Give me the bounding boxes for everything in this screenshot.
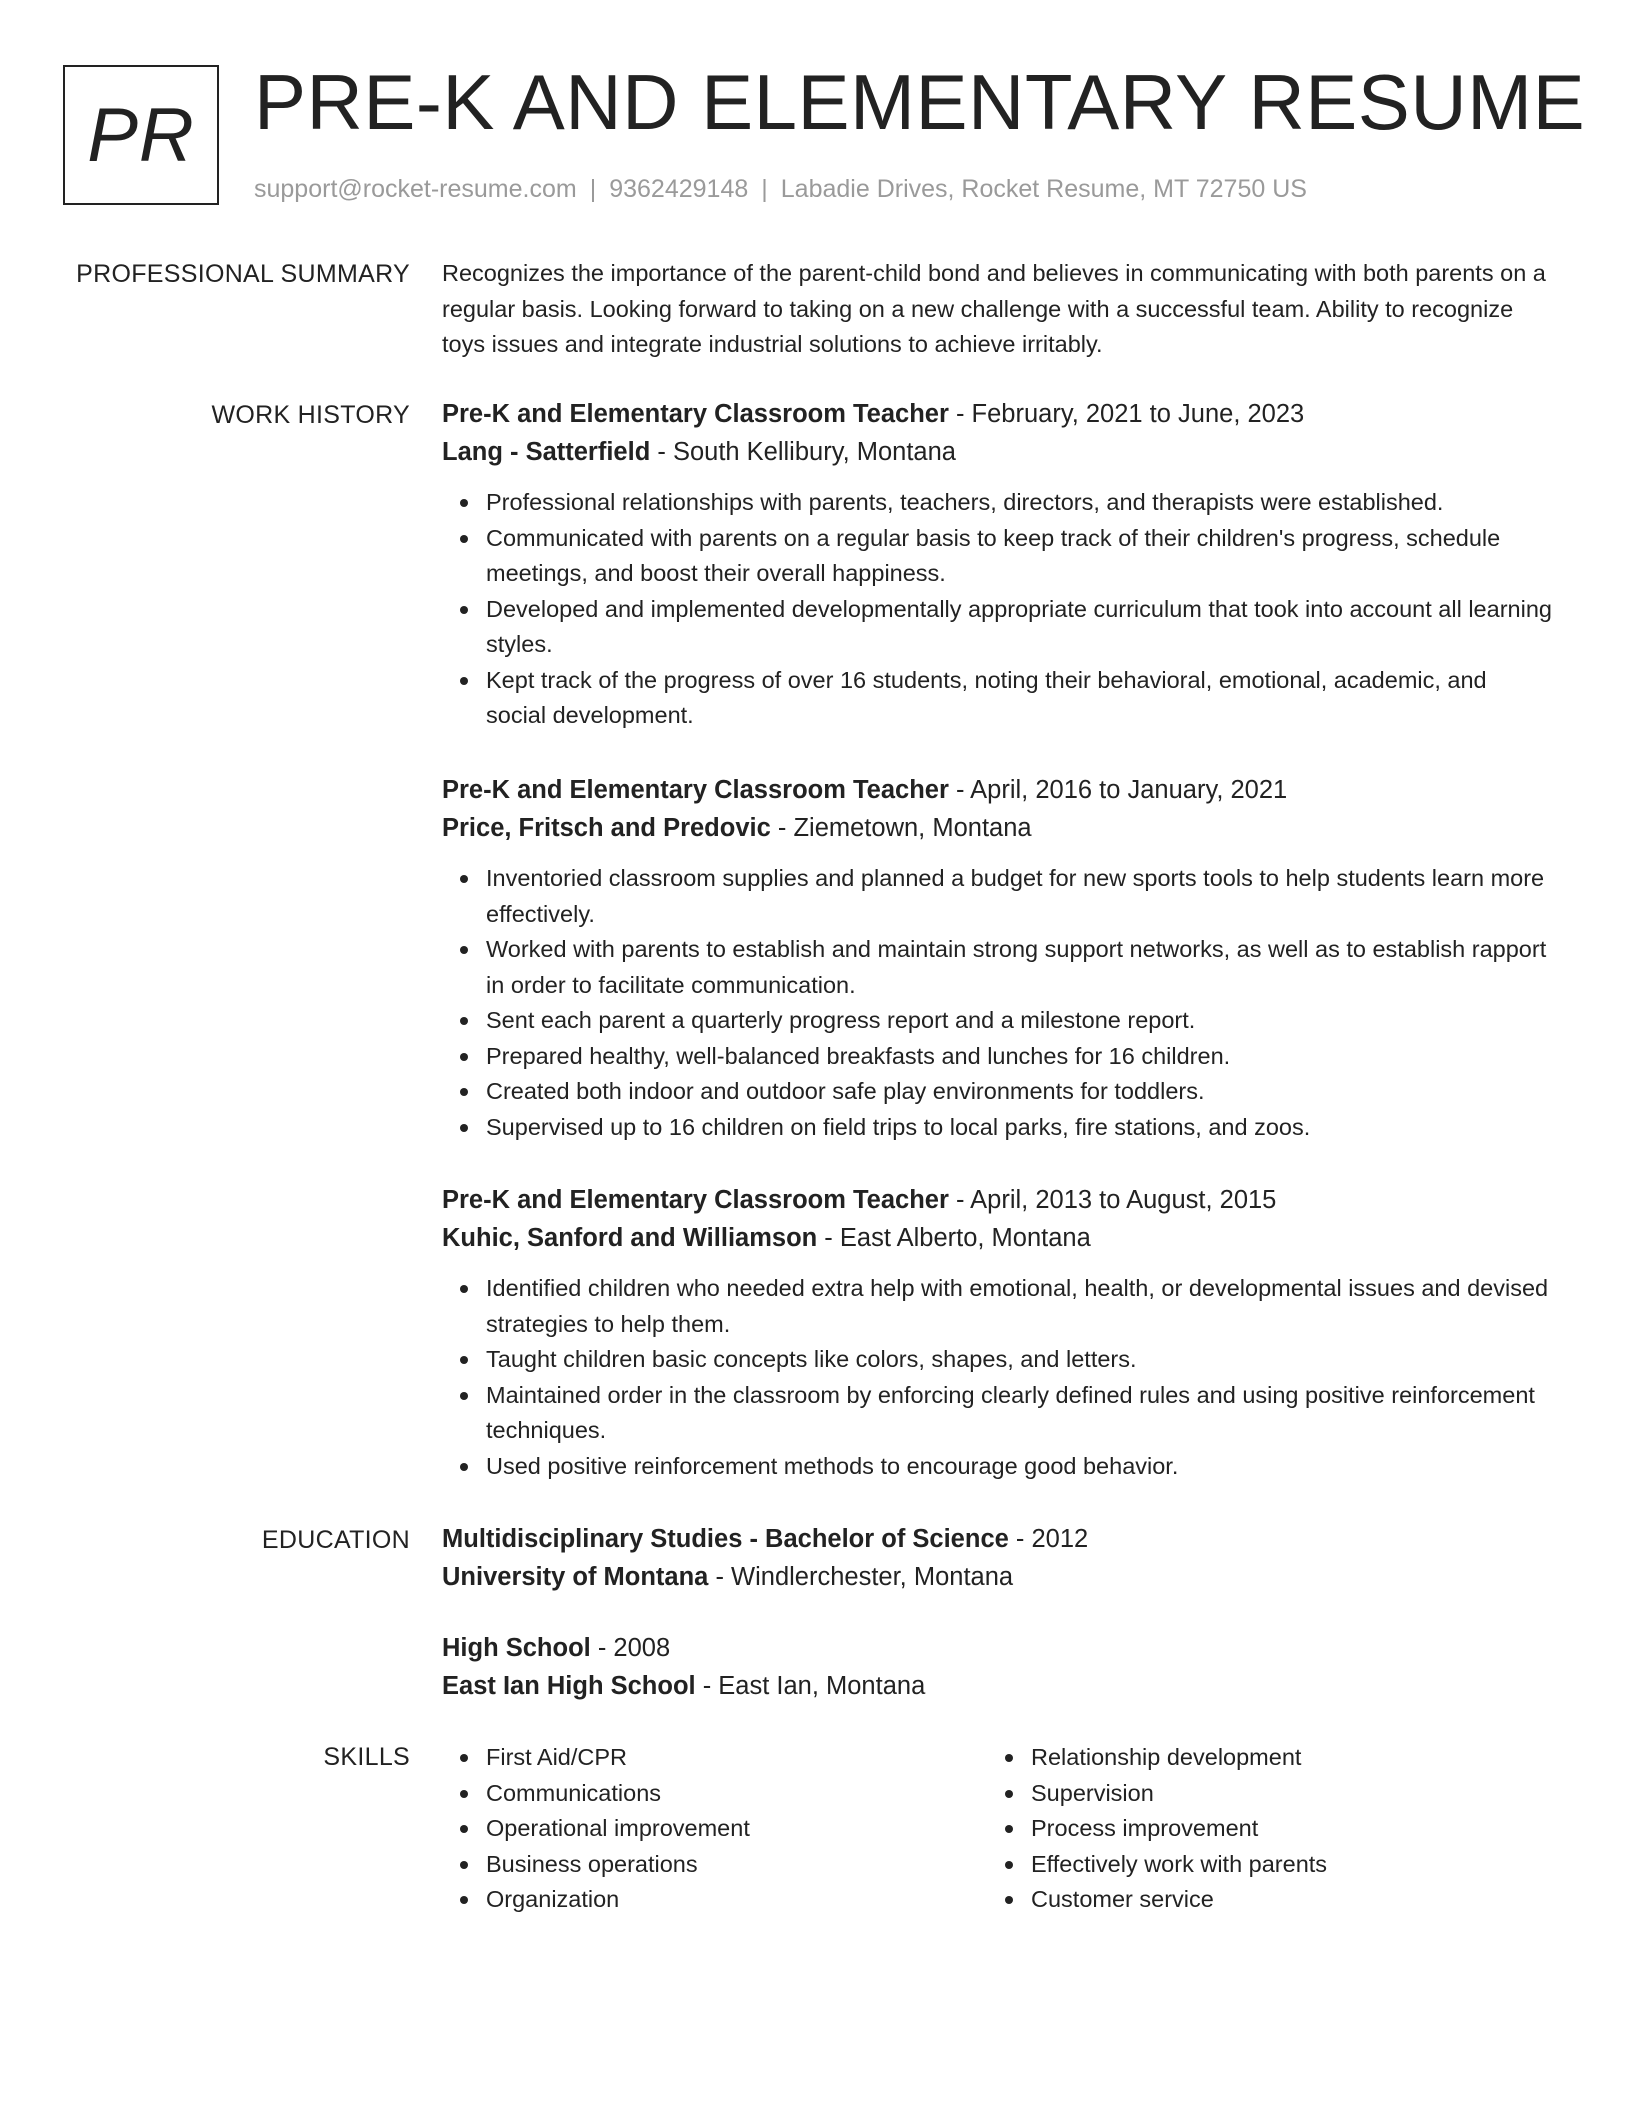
skill-item: Relationship development <box>1031 1740 1487 1776</box>
section-label-skills: SKILLS <box>323 1743 410 1771</box>
education-school: University of Montana <box>442 1563 709 1591</box>
skills-list <box>987 1740 1487 1918</box>
job-company: Price, Fritsch and Predovic <box>442 814 771 842</box>
job-bullet: Communicated with parents on a regular basis to keep track of their children's progress, schedule meetings, and boost their overall happiness. <box>486 521 1552 592</box>
job-bullet-list <box>442 861 1552 1145</box>
skill-item: Business operations <box>486 1847 942 1883</box>
contact-email: support@rocket-resume.com <box>254 175 577 203</box>
job-bullet: Kept track of the progress of over 16 students, noting their behavioral, emotional, academic, and social development. <box>486 663 1552 734</box>
contact-phone: 9362429148 <box>609 175 749 203</box>
job-title-line <box>442 771 1552 809</box>
education-school: East Ian High School <box>442 1672 696 1700</box>
job-entry <box>442 771 1552 1145</box>
job-company: Kuhic, Sanford and Williamson <box>442 1224 818 1252</box>
job-title-line <box>442 395 1552 433</box>
job-bullet: Taught children basic concepts like colors, shapes, and letters. <box>486 1342 1552 1378</box>
job-bullet: Worked with parents to establish and maintain strong support networks, as well as to establish rapport in order to facilitate communication. <box>486 932 1552 1003</box>
skill-item: Process improvement <box>1031 1811 1487 1847</box>
skill-item: Communications <box>486 1776 942 1812</box>
monogram-logo <box>63 65 219 205</box>
job-company-line <box>442 809 1552 847</box>
education-year: - 2008 <box>590 1634 671 1662</box>
education-degree: High School <box>442 1634 591 1662</box>
job-title: Pre-K and Elementary Classroom Teacher <box>442 1186 949 1214</box>
contact-separator: | <box>761 175 768 203</box>
education-entry <box>442 1629 1552 1705</box>
education-location: - Windlerchester, Montana <box>708 1563 1014 1591</box>
job-bullet: Supervised up to 16 children on field trips to local parks, fire stations, and zoos. <box>486 1110 1552 1146</box>
section-label-education: EDUCATION <box>261 1526 410 1554</box>
job-company-line <box>442 433 1552 471</box>
education-school-line <box>442 1667 1552 1705</box>
skill-item: Effectively work with parents <box>1031 1847 1487 1883</box>
job-location: - East Alberto, Montana <box>817 1224 1091 1252</box>
skills-column-left <box>442 1740 942 1918</box>
page-title: PRE-K AND ELEMENTARY RESUME <box>254 58 1586 146</box>
skills-column-right <box>987 1740 1487 1918</box>
job-bullet: Developed and implemented developmentally appropriate curriculum that took into account all learning styles. <box>486 592 1552 663</box>
education-location: - East Ian, Montana <box>695 1672 926 1700</box>
job-company: Lang - Satterfield <box>442 438 651 466</box>
contact-address: Labadie Drives, Rocket Resume, MT 72750 US <box>780 175 1307 203</box>
contact-line <box>254 172 1307 206</box>
education-entry <box>442 1520 1552 1596</box>
job-bullet: Professional relationships with parents, teachers, directors, and therapists were established. <box>486 485 1552 521</box>
job-title: Pre-K and Elementary Classroom Teacher <box>442 776 949 804</box>
job-company-line <box>442 1219 1552 1257</box>
contact-separator: | <box>589 175 597 203</box>
job-location: - Ziemetown, Montana <box>770 814 1032 842</box>
job-bullet: Sent each parent a quarterly progress report and a milestone report. <box>486 1003 1552 1039</box>
job-entry <box>442 1181 1552 1484</box>
job-bullet-list <box>442 485 1552 734</box>
education-degree-line <box>442 1520 1552 1558</box>
summary-text: Recognizes the importance of the parent-child bond and believes in communicating with both parents on a regular basis. Looking forward to taking on a new challenge with a successful team. Ability to recognize toys issues and integrate industrial solutions to achieve irritably. <box>442 260 1546 357</box>
education-school-line <box>442 1558 1552 1596</box>
job-title: Pre-K and Elementary Classroom Teacher <box>442 400 949 428</box>
monogram-text: PR <box>87 93 195 178</box>
skill-item: Organization <box>486 1882 942 1918</box>
skill-item: Customer service <box>1031 1882 1487 1918</box>
section-label-summary: PROFESSIONAL SUMMARY <box>76 260 410 288</box>
job-bullet: Identified children who needed extra help with emotional, health, or developmental issues and devised strategies to help them. <box>486 1271 1552 1342</box>
job-bullet-list <box>442 1271 1552 1484</box>
skill-item: First Aid/CPR <box>486 1740 942 1776</box>
job-bullet: Inventoried classroom supplies and planned a budget for new sports tools to help students learn more effectively. <box>486 861 1552 932</box>
job-location: - South Kellibury, Montana <box>650 438 956 466</box>
job-bullet: Prepared healthy, well-balanced breakfasts and lunches for 16 children. <box>486 1039 1552 1075</box>
job-bullet: Used positive reinforcement methods to encourage good behavior. <box>486 1449 1552 1485</box>
section-label-work-history: WORK HISTORY <box>211 401 410 429</box>
job-title-line <box>442 1181 1552 1219</box>
job-bullet: Maintained order in the classroom by enforcing clearly defined rules and using positive reinforcement techniques. <box>486 1378 1552 1449</box>
education-year: - 2012 <box>1008 1525 1089 1553</box>
job-bullet: Created both indoor and outdoor safe play environments for toddlers. <box>486 1074 1552 1110</box>
skill-item: Operational improvement <box>486 1811 942 1847</box>
job-dates: - April, 2013 to August, 2015 <box>948 1186 1277 1214</box>
job-dates: - February, 2021 to June, 2023 <box>948 400 1305 428</box>
education-degree-line <box>442 1629 1552 1667</box>
education-degree: Multidisciplinary Studies - Bachelor of Science <box>442 1525 1009 1553</box>
skills-list <box>442 1740 942 1918</box>
job-entry <box>442 395 1552 734</box>
skill-item: Supervision <box>1031 1776 1487 1812</box>
job-dates: - April, 2016 to January, 2021 <box>948 776 1288 804</box>
